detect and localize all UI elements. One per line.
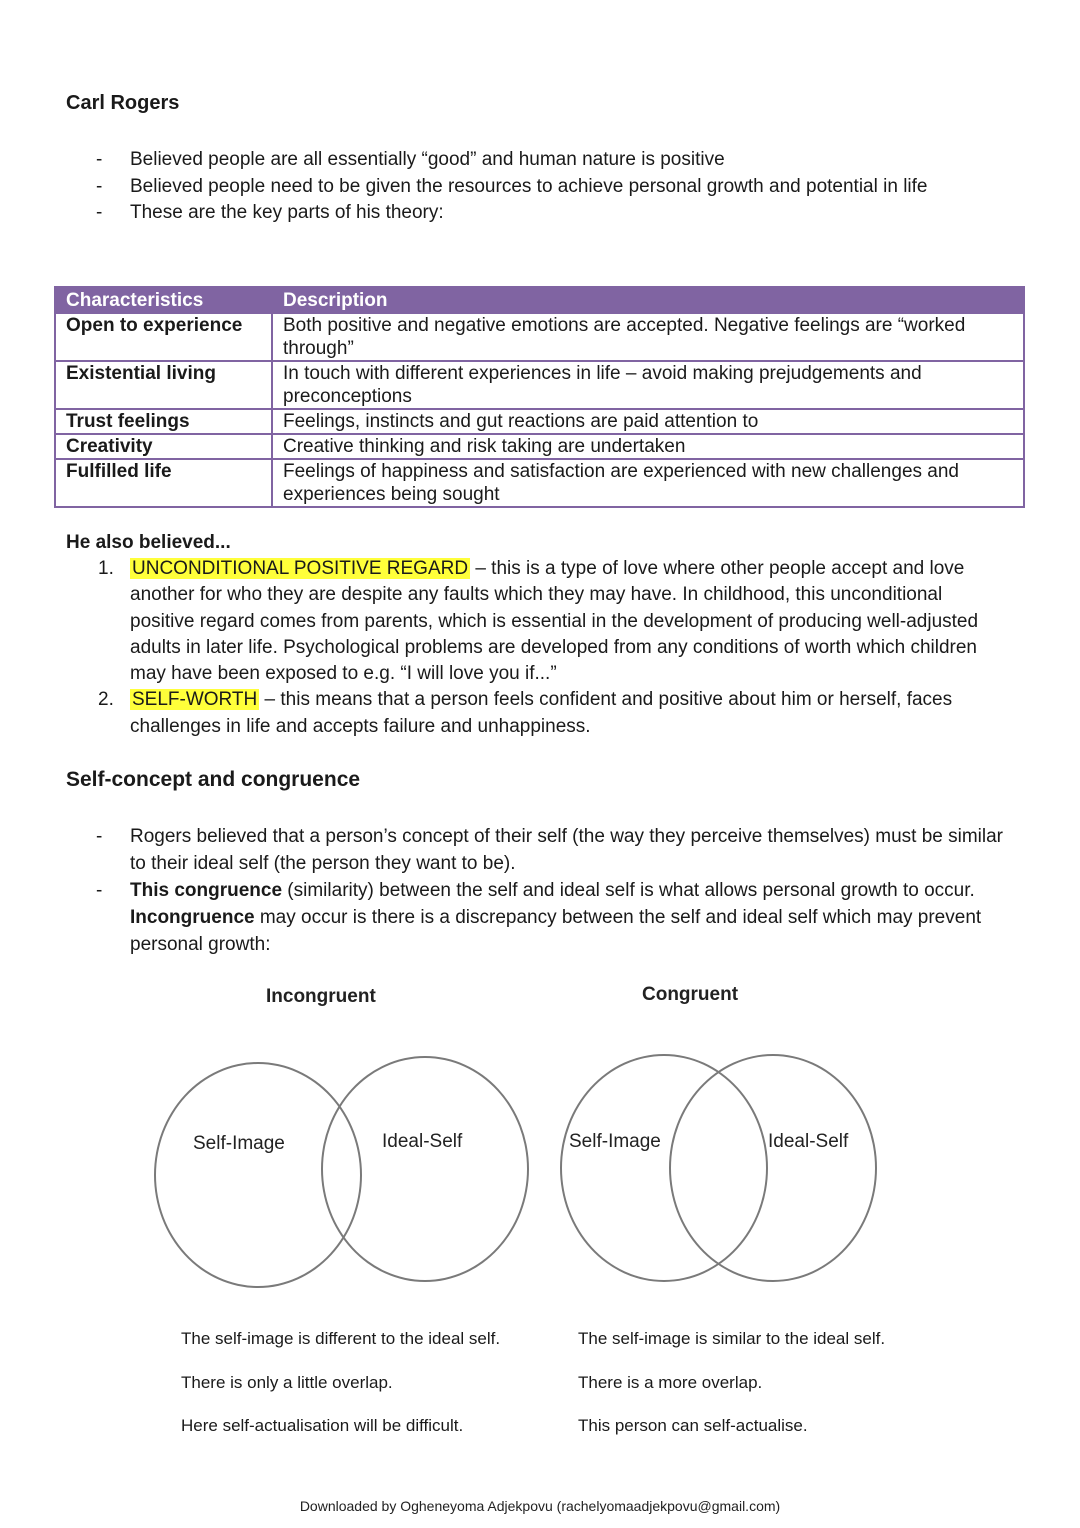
bold-term: Incongruence [130,907,255,928]
item-text: – this means that a person feels confident and positive about him or herself, faces challenges in life and accepts failure and unhappiness. [130,689,953,737]
column-header: Characteristics [55,287,272,313]
item-text: – this is a type of love where other people accept and love another for who they are despite any faults which they may have. In childhood, this unconditional positive regard comes from parents, which is essential in the development of producing well-adjusted adults in later life. Psychological problems are developed from any conditions of worth which children may have been exposed to e.g. “I will love you if...” [130,558,979,685]
incongruent-title: Incongruent [266,986,376,1007]
diagram-note: This person can self-actualise. [578,1416,808,1435]
item-number: 2. [98,689,114,711]
table-row [55,459,1024,507]
table-header-row [55,287,1024,313]
characteristic-cell: Fulfilled life [55,459,272,507]
characteristics-table [54,286,1025,508]
bold-term: This congruence [130,880,283,901]
congruent-title: Congruent [642,984,739,1005]
download-footer: Downloaded by Ogheneyoma Adjekpovu (rachelyomaadjekpovu@gmail.com) [299,1498,781,1514]
table-row [55,434,1024,459]
page-title: Carl Rogers [66,92,180,114]
list-item [96,687,1011,740]
characteristic-cell: Open to experience [55,313,272,361]
list-item [96,556,1011,687]
list-item: - Believed people are all essentially “good” and human nature is positive [96,147,927,174]
congruence-list [96,823,1011,958]
highlighted-term: SELF-WORTH [132,689,258,711]
list-item: - Rogers believed that a person’s concept of their self (the way they perceive themselves) must be similar to their ideal self (the person they want to be). [96,823,1011,877]
list-item [96,877,1011,958]
diagram-note: There is a more overlap. [578,1373,763,1392]
diagram-note: There is only a little overlap. [181,1373,393,1392]
item-text: may occur is there is a discrepancy between the self and ideal self which may prevent personal growth: [130,907,982,955]
column-header: Description [272,287,1024,313]
table-row [55,361,1024,409]
section-heading: Self-concept and congruence [66,768,361,791]
description-cell: Feelings, instincts and gut reactions are paid attention to [272,409,1024,434]
characteristic-cell: Existential living [55,361,272,409]
table-row [55,409,1024,434]
ideal-self-circle [321,1056,529,1282]
description-cell: In touch with different experiences in life – avoid making prejudgements and preconceptions [272,361,1024,409]
diagram-note: Here self-actualisation will be difficult. [181,1416,464,1435]
diagram-note: The self-image is similar to the ideal self. [578,1329,886,1348]
beliefs-list [96,556,1011,740]
highlighted-term: UNCONDITIONAL POSITIVE REGARD [132,558,469,579]
list-item: - These are the key parts of his theory: [96,200,927,227]
description-cell: Creative thinking and risk taking are undertaken [272,434,1024,459]
item-number: 1. [98,558,114,579]
list-item: - Believed people need to be given the resources to achieve personal growth and potential in life [96,174,927,201]
ideal-self-label: Ideal-Self [382,1131,463,1152]
self-image-label: Self-Image [569,1131,661,1152]
beliefs-heading: He also believed... [66,532,231,553]
description-cell: Both positive and negative emotions are accepted. Negative feelings are “worked through” [272,313,1024,361]
characteristic-cell: Creativity [55,434,272,459]
intro-list [96,147,927,227]
item-text: (similarity) between the self and ideal self is what allows personal growth to occur. [282,880,975,901]
characteristic-cell: Trust feelings [55,409,272,434]
diagram-note: The self-image is different to the ideal self. [181,1329,501,1348]
ideal-self-label: Ideal-Self [768,1131,849,1152]
table-row [55,313,1024,361]
ideal-self-circle [669,1054,877,1282]
self-image-label: Self-Image [193,1133,285,1154]
description-cell: Feelings of happiness and satisfaction are experienced with new challenges and experiences being sought [272,459,1024,507]
